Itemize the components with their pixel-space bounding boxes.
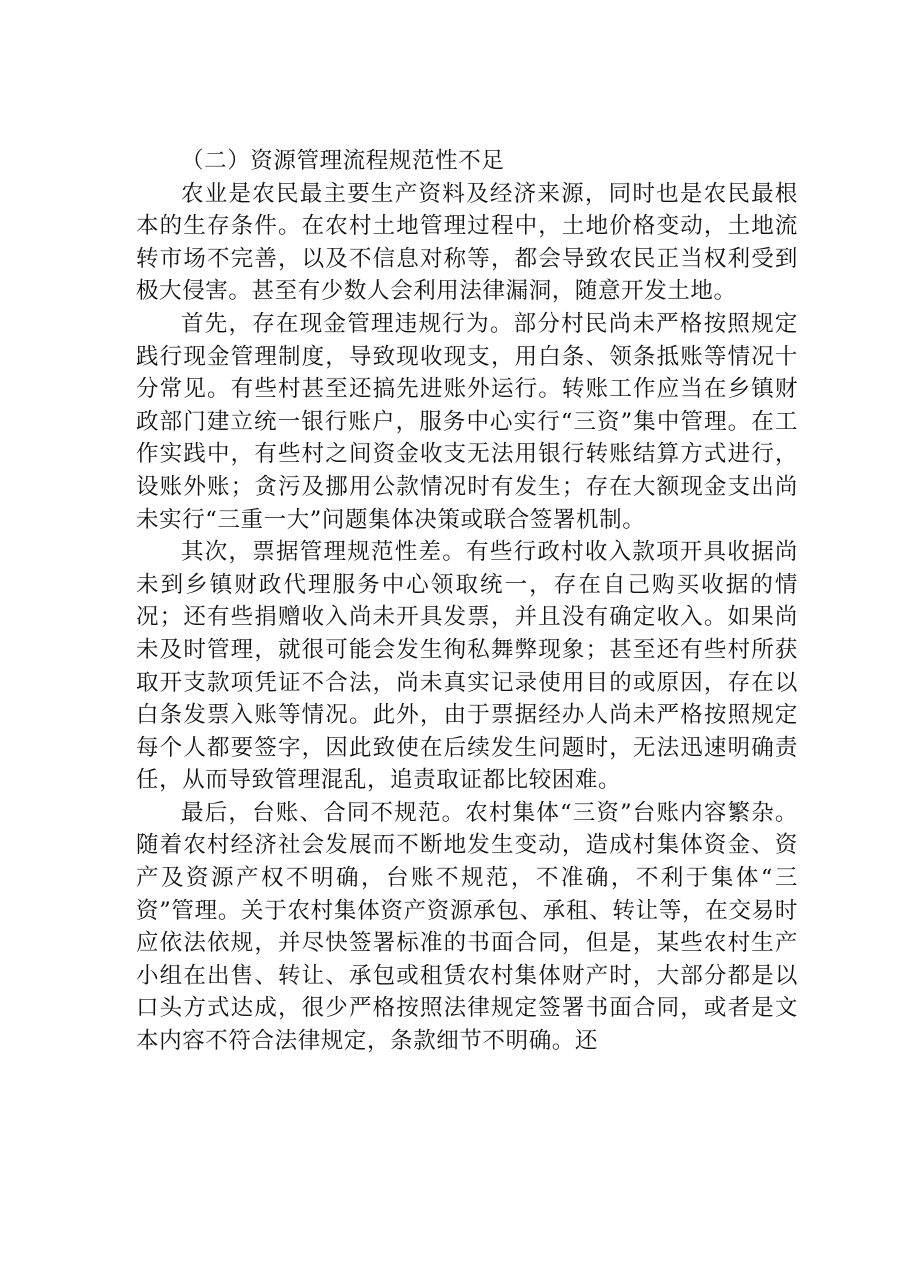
paragraph-cash-management: 首先，存在现金管理违规行为。部分村民尚未严格按照规定践行现金管理制度，导致现收现支，用白条、领条抵账等情况十分常见。有些村甚至还搞先进账外运行。转账工作应当在乡镇财政部门建立统一银行账户，服务中心实行“三资”集中管理。在工作实践中，有些村之间资金收支无法用银行转账结算方式进行，设账外账；贪污及挪用公款情况时有发生；存在大额现金支出尚未实行“三重一大”问题集体决策或联合签署机制。	[136, 310, 798, 533]
section-heading: （二）资源管理流程规范性不足	[181, 148, 505, 174]
paragraph-receipt-management: 其次，票据管理规范性差。有些行政村收入款项开具收据尚未到乡镇财政代理服务中心领取统一，存在自己购买收据的情况；还有些捐赠收入尚未开具发票，并且没有确定收入。如果尚未及时管理，就很可能会发生徇私舞弊现象；甚至还有些村所获取开支款项凭证不合法，尚未真实记录使用目的或原因，存在以白条发票入账等情况。此外，由于票据经办人尚未严格按照规定每个人都要签字，因此致使在后续发生问题时，无法迅速明确责任，从而导致管理混乱，追责取证都比较困难。	[136, 539, 798, 794]
paragraph-intro: 农业是农民最主要生产资料及经济来源，同时也是农民最根本的生存条件。在农村土地管理过程中，土地价格变动，土地流转市场不完善，以及不信息对称等，都会导致农民正当权利受到极大侵害。甚至有少数人会利用法律漏洞，随意开发土地。	[136, 180, 798, 305]
paragraph-ledger-contract: 最后，台账、合同不规范。农村集体“三资”台账内容繁杂。随着农村经济社会发展而不断地发生变动，造成村集体资金、资产及资源产权不明确，台账不规范，不准确，不利于集体“三资”管理。关于农村集体资产资源承包、承租、转让等，在交易时应依法依规，并尽快签署标准的书面合同，但是，某些农村生产小组在出售、转让、承包或租赁农村集体财产时，大部分都是以口头方式达成，很少严格按照法律规定签署书面合同，或者是文本内容不符合法律规定，条款细节不明确。还	[136, 799, 798, 1055]
body-text	[136, 145, 798, 1058]
